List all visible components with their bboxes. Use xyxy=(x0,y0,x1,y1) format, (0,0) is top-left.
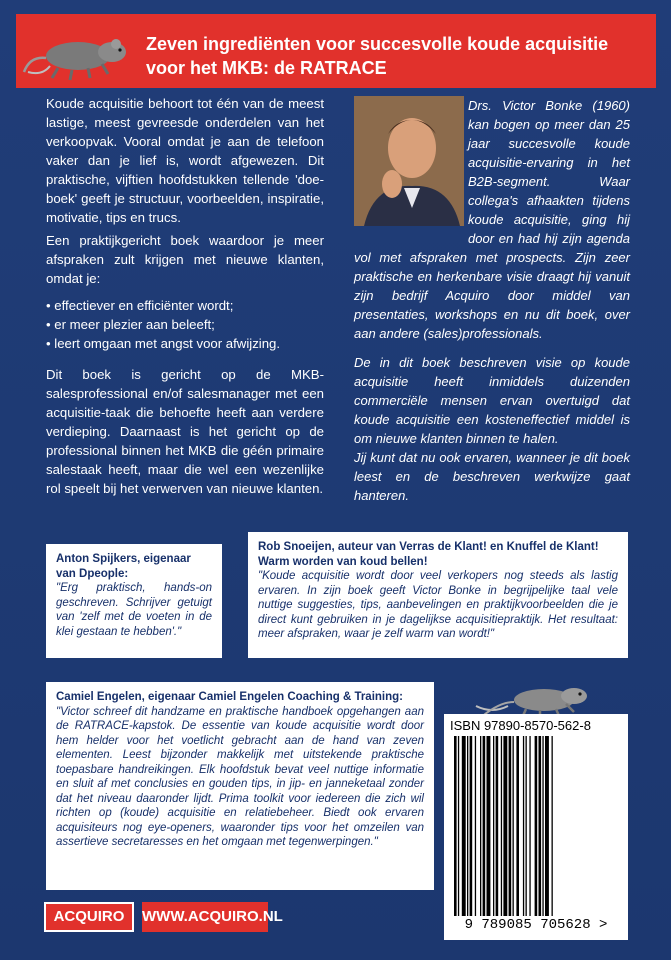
title-banner xyxy=(16,14,656,88)
website-link[interactable]: WWW.ACQUIRO.NL xyxy=(142,902,268,932)
quote-engelen xyxy=(46,682,434,890)
quote-author: Camiel Engelen, eigenaar Camiel Engelen Coaching & Training: xyxy=(56,691,403,703)
quote-text: "Koude acquisitie wordt door veel verkopers nog steeds als lastig ervaren. In zijn boek geeft Victor Bonke in begrijpelijke taal vele nuttige suggesties, tips, aanbevelingen en praktijkvoorbeelden die je direct kunt gebruiken in je dagelijkse acquisitiepraktijk. Het resultaat: meer afspraken, waar je zelf warm van wordt!" xyxy=(258,570,618,640)
intro-text xyxy=(46,94,324,502)
author-bio-paragraph: Drs. Victor Bonke (1960) kan bogen op meer dan 25 jaar succesvolle koude acquisitie-ervaring in het B2B-segment. Waar collega's afhaakten tijdens koude acquisitie, ging hij door en had hij zijn agenda vol met afspraken met prospects. Zijn zeer praktische en herkenbare visie draagt hij vanuit zijn bedrijf Acquiro door middel van presentaties, workshops en nu dit boek, over aan andere (sales)professionals. xyxy=(354,98,630,341)
intro-paragraph: Koude acquisitie behoort tot één van de meest lastige, meest gevreesde onderdelen van het verkoopvak. Vooral omdat je aan de telefoon vaker dan je lief is, wordt afgewezen. Dit praktische, vijftien hoofdstukken tellende 'doe-boek' geeft je structuur, voorbeelden, inspiratie, motivatie, tips en trucs. xyxy=(46,96,324,225)
isbn-number: ISBN 97890-8570-562-8 xyxy=(450,718,591,733)
quote-text: "Victor schreef dit handzame en praktische handboek opgehangen aan de RATRACE-kapstok. De essentie van koude acquisitie wordt door hem helder voor het voetlicht gebracht aan de hand van zeven elementen. Leest bijzonder makkelijk met uitstekende praktische toepasbare handreikingen. Elk hoofdstuk bevat veel nuttige informatie en sluit af met conclusies en gouden tips, in jip- en janneketaal zonder dat het niveau daaronder lijdt. Prima toolkit voor iedereen die zich wil richten op (koude) acquisitie en relatiebeheer. Biedt ook ervaren acquisiteurs nog eye-openers, waaronder tips voor het omzeilen van assertieve secretaresses en het omgaan met tegenwerpingen." xyxy=(56,705,424,848)
title-line-1: Zeven ingrediënten voor succesvolle koude acquisitie xyxy=(146,34,609,54)
title-line-2: voor het MKB: de RATRACE xyxy=(146,58,387,78)
author-invitation-paragraph: Jij kunt dat nu ook ervaren, wanneer je dit boek leest en de beschreven werkwijze gaat hanteren. xyxy=(354,450,630,503)
acquiro-logo: ACQUIRO xyxy=(44,902,134,932)
quote-snoeijen xyxy=(248,532,628,658)
book-title xyxy=(146,32,666,80)
quote-author: Anton Spijkers, eigenaar van Dpeople: xyxy=(56,553,191,580)
target-audience-paragraph: Dit boek is gericht op de MKB-salesprofessional en/of salesmanager met een acquisitie-taak die behoefte heeft aan verdere verdieping. Daarnaast is het gericht op de professional binnen het MKB die géén primaire salestaak heeft, maar die wel een wezenlijke rol speelt bij het verwerven van nieuwe klanten. xyxy=(46,367,324,496)
quote-spijkers xyxy=(46,544,222,658)
barcode-digits: 9 789085 705628 > xyxy=(464,917,608,933)
list-item: • leert omgaan met angst voor afwijzing. xyxy=(46,334,324,353)
list-item: • er meer plezier aan beleeft; xyxy=(46,315,324,334)
author-biography xyxy=(354,96,630,515)
barcode-icon xyxy=(452,736,620,916)
quote-author: Rob Snoeijen, auteur van Verras de Klant! en Knuffel de Klant! Warm worden van koud bellen! xyxy=(258,541,599,568)
isbn-barcode-block xyxy=(444,714,628,940)
rat-illustration-icon xyxy=(22,26,134,82)
quote-text: "Erg praktisch, hands-on geschreven. Schrijver getuigt van 'zelf met de voeten in de klei gestaan te hebben'." xyxy=(56,582,212,638)
author-claim-paragraph: De in dit boek beschreven visie op koude acquisitie heeft inmiddels duizenden commerciële mensen ervan overtuigd dat koude acquisitie een kosteneffectief middel is om nieuwe klanten binnen te halen. xyxy=(354,355,630,446)
intro-paragraph: Een praktijkgericht boek waardoor je meer afspraken zult krijgen met nieuwe klanten, omdat je: xyxy=(46,233,324,286)
benefits-list xyxy=(46,296,324,353)
list-item: • effectiever en efficiënter wordt; xyxy=(46,296,324,315)
